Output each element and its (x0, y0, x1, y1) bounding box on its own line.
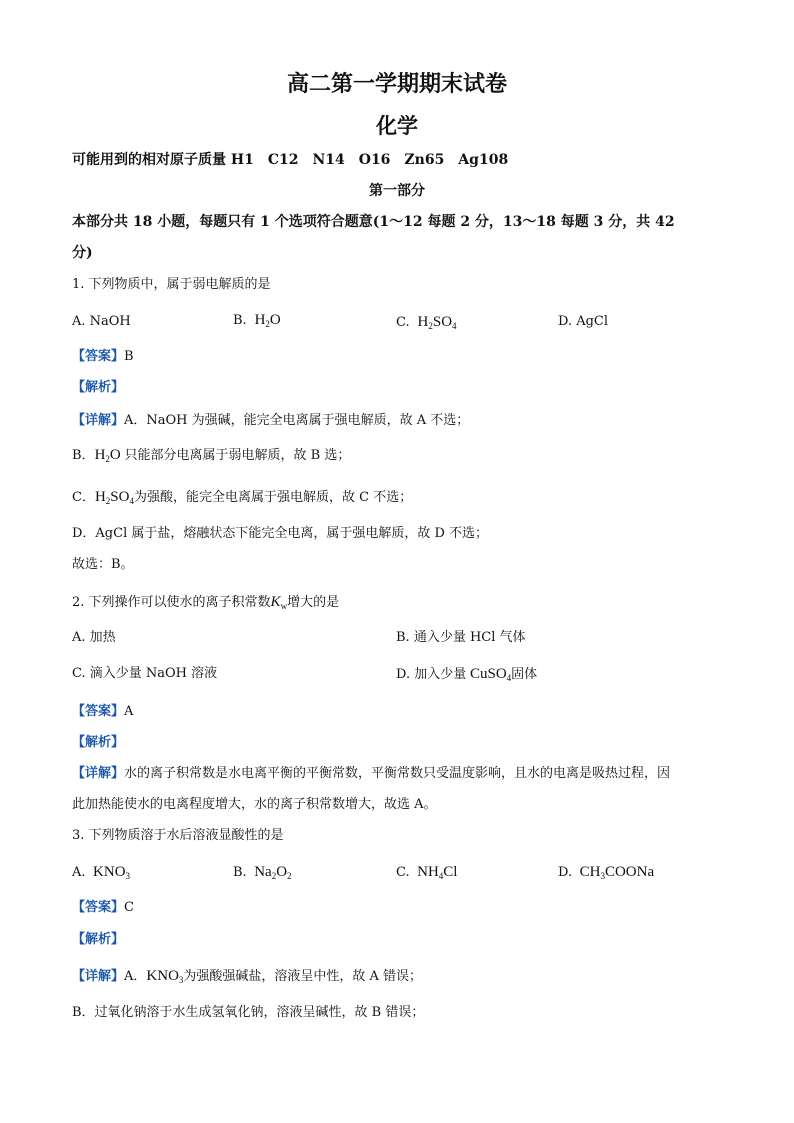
q3-option-d (558, 862, 654, 886)
q2-formula-cuso4: CuSO$_4$ (466, 666, 512, 683)
q2-option-c: C. 滴入少量 NaOH 溶液 (72, 666, 218, 681)
atomic-masses: 可能用到的相对原子质量 H1 C12 N14 O16 Zn65 Ag108 (72, 152, 509, 168)
q1-detail-a (72, 411, 469, 431)
q1-option-c-letter: C. (396, 315, 410, 330)
q2-stem-prefix: 2. 下列操作可以使水的离子积常数 (72, 595, 271, 610)
q3-detail-a-suffix: 为强酸强碱盐，溶液呈中性，故 A 错误； (183, 969, 423, 984)
q2-option-d (396, 664, 537, 688)
q3-analysis-label: 【解析】 (72, 932, 125, 947)
q3-detail-a-prefix: A． (124, 969, 147, 984)
q2-option-d-prefix: D. 加入少量 (396, 667, 467, 682)
q1-formula-h2so4: $H_2SO_4$ (413, 314, 457, 331)
q3-option-a (72, 862, 130, 886)
q2-stem (72, 592, 339, 616)
q2-kw-symbol: $K_w$ (270, 594, 288, 611)
q3-answer-value: C (124, 900, 134, 915)
q2-detail-1-text: 水的离子积常数是水电离平衡的平衡常数，平衡常数只受温度影响，且水的电离是吸热过程，因 (124, 766, 671, 781)
q1-option-a: A. NaOH (72, 314, 131, 329)
q1-detail-b-suffix: 只能部分电离属于弱电解质，故 B 选； (124, 448, 351, 463)
q1-analysis-label: 【解析】 (72, 380, 125, 395)
q3-stem: 3. 下列物质溶于水后溶液显酸性的是 (72, 828, 284, 843)
q1-detail-c-formula: $H_2SO_4$ (94, 489, 134, 506)
q2-analysis-label: 【解析】 (72, 735, 125, 750)
q1-answer-value: B (124, 349, 134, 364)
q1-detail-b (72, 445, 350, 469)
q3-option-b-letter: B. (233, 865, 247, 880)
q1-stem: 1. 下列物质中，属于弱电解质的是 (72, 277, 271, 292)
q3-formula-nh4cl: $NH_4Cl$ (409, 864, 458, 881)
q1-detail-c-prefix: C． (72, 490, 95, 505)
q1-option-d: D. AgCl (558, 314, 609, 329)
subject-title: 化学 (376, 113, 418, 138)
q1-option-c (396, 312, 457, 336)
q1-option-b (233, 310, 281, 334)
q2-stem-suffix: 增大的是 (287, 595, 340, 610)
detail-label: 【详解】 (72, 413, 125, 428)
q3-detail-b: B．过氧化钠溶于水生成氢氧化钠，溶液呈碱性，故 B 错误； (72, 1005, 425, 1020)
q1-detail-a-text: A．NaOH 为强碱，能完全电离属于强电解质，故 A 不选； (124, 413, 470, 428)
q2-answer-value: A (124, 704, 134, 719)
q3-option-c (396, 862, 457, 886)
exam-title: 高二第一学期期末试卷 (286, 71, 507, 97)
instructions-line-1: 本部分共 18 小题，每题只有 1 个选项符合题意(1～12 每题 2 分，13～18 每题 3 分，共 42 (72, 214, 675, 230)
q2-detail-1 (72, 764, 670, 784)
q3-detail-a-formula: $KNO_3$ (146, 968, 184, 985)
q3-option-a-letter: A. (72, 865, 86, 880)
answer-label: 【答案】 (72, 349, 125, 364)
q3-option-b (233, 862, 292, 886)
q2-option-b: B. 通入少量 HCl 气体 (396, 630, 526, 645)
q1-conclusion: 故选：B。 (72, 557, 134, 572)
q2-detail-2: 此加热能使水的电离程度增大，水的离子积常数增大，故选 A。 (72, 797, 437, 812)
q2-option-d-suffix: 固体 (511, 667, 538, 682)
instructions-line-2: 分) (72, 245, 93, 261)
q3-option-c-letter: C. (396, 865, 410, 880)
q2-answer (72, 702, 133, 722)
q3-detail-a (72, 966, 422, 990)
detail-label: 【详解】 (72, 766, 125, 781)
answer-label: 【答案】 (72, 900, 125, 915)
q1-answer (72, 347, 134, 367)
q3-formula-kno3: $KNO_3$ (85, 864, 131, 881)
q2-option-a: A. 加热 (72, 630, 116, 645)
q1-detail-b-formula: $H_2O$ (94, 447, 125, 464)
q1-detail-d: D．AgCl 属于盐，熔融状态下能完全电离，属于强电解质，故 D 不选； (72, 526, 489, 541)
answer-label: 【答案】 (72, 704, 125, 719)
q1-detail-c-suffix: 为强酸，能完全电离属于强电解质，故 C 不选； (133, 490, 413, 505)
q1-detail-c (72, 487, 412, 511)
part-heading: 第一部分 (369, 183, 425, 199)
q3-answer (72, 898, 134, 918)
q1-option-b-letter: B. (233, 313, 247, 328)
q3-formula-ch3coona: $CH_3COONa$ (572, 864, 655, 881)
q1-formula-h2o: $H_2O$ (250, 312, 281, 329)
q1-detail-b-prefix: B． (72, 448, 95, 463)
detail-label: 【详解】 (72, 969, 125, 984)
q3-option-d-letter: D. (558, 865, 573, 880)
q3-formula-na2o2: $Na_2O_2$ (246, 864, 292, 881)
